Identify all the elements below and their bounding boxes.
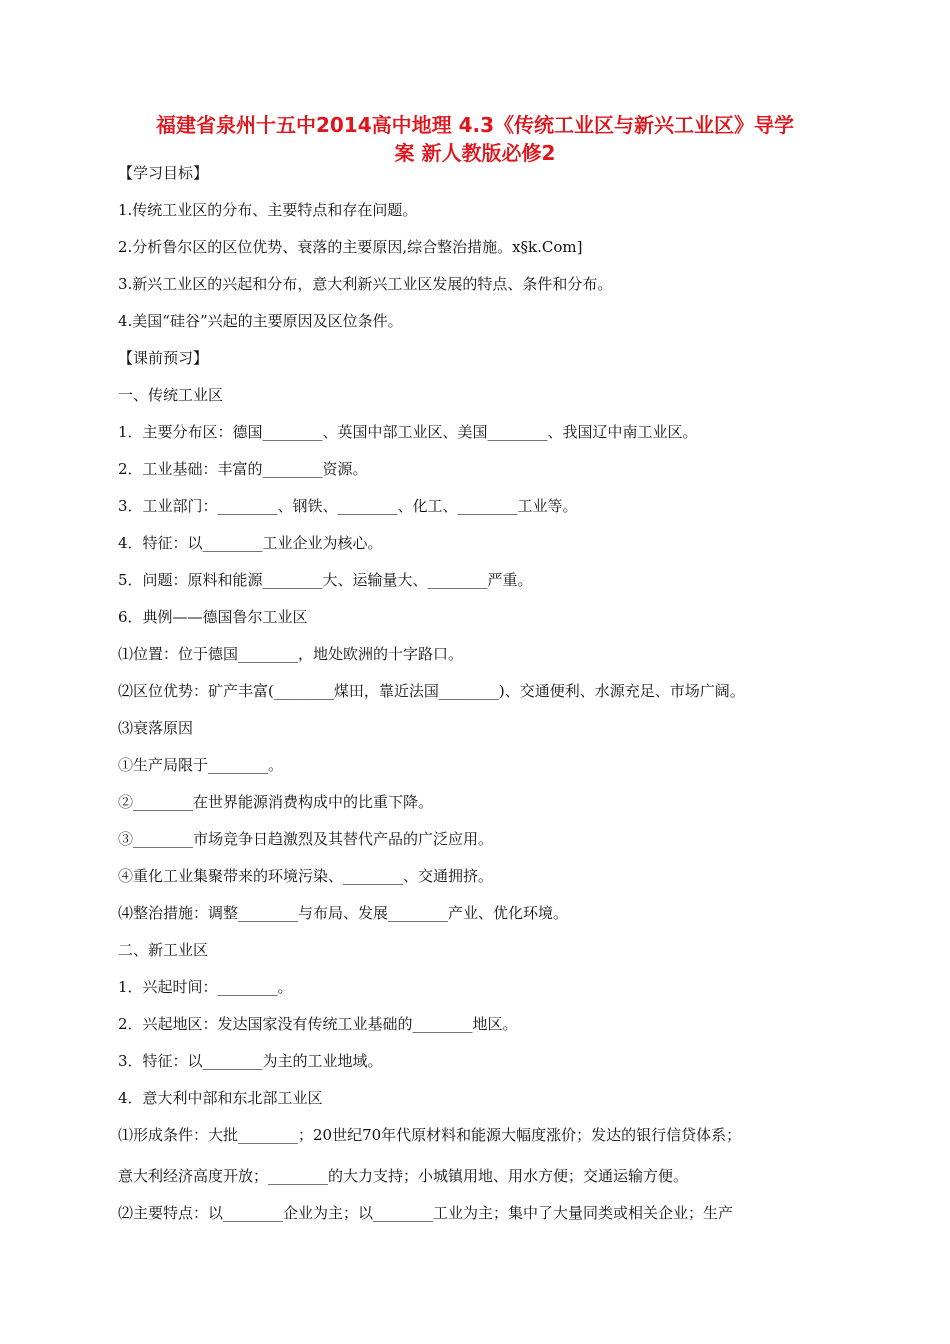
fill-item-foundation: 2．工业基础：丰富的________资源。 bbox=[118, 460, 368, 478]
fill-item-rise-time: 1．兴起时间：________。 bbox=[118, 978, 293, 996]
title-line-1: 福建省泉州十五中2014高中地理 4.3《传统工业区与新兴工业区》导学 bbox=[155, 113, 795, 137]
fill-item-conditions-cont: 意大利经济高度开放；________的大力支持；小城镇用地、用水方便；交通运输方便。 bbox=[118, 1167, 689, 1185]
fill-item-decline-3: ③________市场竞争日趋激烈及其替代产品的广泛应用。 bbox=[118, 830, 494, 848]
part-heading-new: 二、新工业区 bbox=[118, 941, 209, 959]
objective-4: 4.美国“硅谷”兴起的主要原因及区位条件。 bbox=[118, 312, 403, 330]
fill-item-decline-2: ②________在世界能源消费构成中的比重下降。 bbox=[118, 793, 434, 811]
objective-2: 2.分析鲁尔区的区位优势、衰落的主要原因,综合整治措施。x§k.Com] bbox=[118, 238, 583, 256]
fill-item-main-features: ⑵主要特点：以________企业为主；以________工业为主；集中了大量同类或相关企业；生产 bbox=[118, 1204, 734, 1222]
fill-item-advantages: ⑵区位优势：矿产丰富(________煤田，靠近法国________)、交通便利、水源充足、市场广阔。 bbox=[118, 682, 745, 700]
fill-item-decline-1: ①生产局限于________。 bbox=[118, 756, 284, 774]
fill-item-location: ⑴位置：位于德国________，地处欧洲的十字路口。 bbox=[118, 645, 464, 663]
fill-item-conditions: ⑴形成条件：大批________；20世纪70年代原材料和能源大幅度涨价；发达的银行信贷体系； bbox=[118, 1126, 742, 1144]
document-title bbox=[100, 111, 850, 167]
fill-item-sectors: 3．工业部门：________、钢铁、________、化工、________工业等。 bbox=[118, 497, 578, 515]
part-heading-traditional: 一、传统工业区 bbox=[118, 386, 224, 404]
title-line-2: 案 新人教版必修2 bbox=[394, 141, 556, 165]
fill-item-rise-area: 2．兴起地区：发达国家没有传统工业基础的________地区。 bbox=[118, 1015, 518, 1033]
fill-item-measures: ⑷整治措施：调整________与布局、发展________产业、优化环境。 bbox=[118, 904, 569, 922]
fill-item-distribution: 1．主要分布区：德国________、英国中部工业区、美国________、我国辽中南工业区。 bbox=[118, 423, 698, 441]
document-body bbox=[118, 160, 838, 1237]
section-heading-preview: 【课前预习】 bbox=[118, 349, 209, 367]
objective-3: 3.新兴工业区的兴起和分布，意大利新兴工业区发展的特点、条件和分布。 bbox=[118, 275, 613, 293]
example-heading-ruhr: 6．典例——德国鲁尔工业区 bbox=[118, 608, 308, 626]
subheading-italy: 4．意大利中部和东北部工业区 bbox=[118, 1089, 323, 1107]
section-heading-objectives: 【学习目标】 bbox=[118, 164, 209, 182]
fill-item-problems: 5．问题：原料和能源________大、运输量大、________严重。 bbox=[118, 571, 533, 589]
fill-item-decline-4: ④重化工业集聚带来的环境污染、________、交通拥挤。 bbox=[118, 867, 494, 885]
fill-item-new-features: 3．特征：以________为主的工业地域。 bbox=[118, 1052, 383, 1070]
fill-item-features: 4．特征：以________工业企业为核心。 bbox=[118, 534, 383, 552]
subheading-decline: ⑶衰落原因 bbox=[118, 719, 194, 737]
objective-1: 1.传统工业区的分布、主要特点和存在问题。 bbox=[118, 201, 418, 219]
